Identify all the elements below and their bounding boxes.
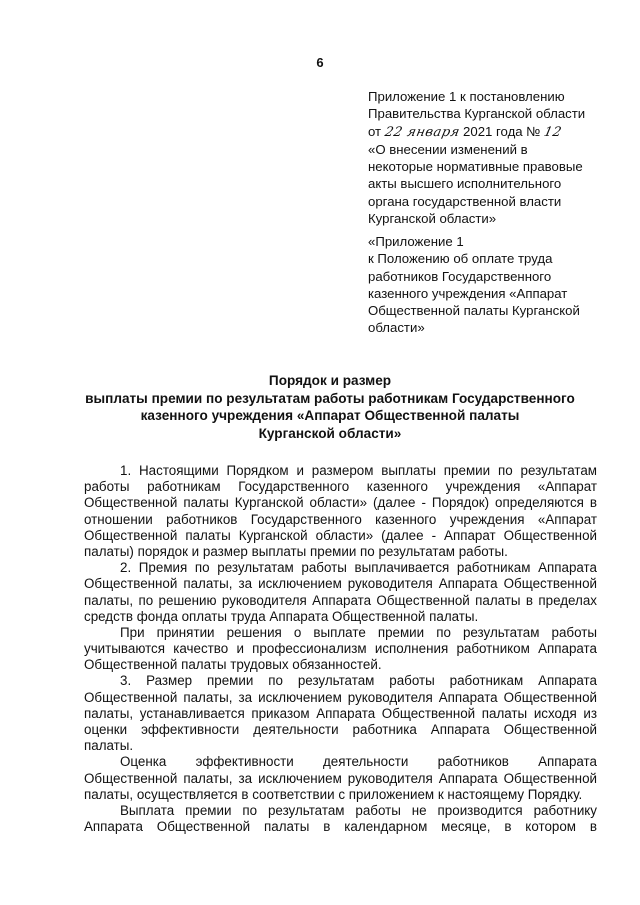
document-body [84, 463, 597, 835]
body-line: 1. Настоящими Порядком и размером выплаты премии по результатам [120, 463, 597, 478]
body-line: Общественной палаты трудовых обязанностей. [84, 657, 382, 673]
appendix-inner-line: области» [368, 320, 425, 336]
appendix-inner-line: Общественной палаты Курганской [368, 303, 580, 319]
appendix-header-line: органа государственной власти [368, 193, 562, 209]
date-year: 2021 года № [463, 123, 541, 139]
body-line: Общественной палаты, за исключением руководителя Аппарата Общественной [84, 689, 597, 705]
title-line: казенного учреждения «Аппарат Общественной палаты [140, 408, 520, 423]
body-line: Общественной палаты, за исключением руководителя Аппарата Общественной [84, 770, 597, 786]
appendix-header-line: акты высшего исполнительного [368, 176, 562, 192]
appendix-header-line: Приложение 1 к постановлению [368, 89, 565, 104]
body-line: палаты, осуществляется в соответствии с приложением к настоящему Порядку. [84, 786, 583, 802]
body-line: оценки эффективности деятельности работника Аппарата Общественной [84, 722, 597, 737]
appendix-header-line: Курганской области» [368, 211, 497, 227]
date-prefix: от [368, 123, 382, 139]
appendix-inner-line: к Положению об оплате труда [368, 251, 553, 267]
appendix-inner-line: казенного учреждения «Аппарат [368, 285, 568, 301]
body-line: палаты) порядок и размер выплаты премии по результатам работы. [84, 543, 508, 559]
body-line: 2. Премия по результатам работы выплачивается работникам Аппарата [120, 560, 597, 576]
body-line: отношении работников Государственного казенного учреждения «Аппарат [84, 511, 597, 527]
body-line: средств фонда оплаты труда Аппарата Общественной палаты. [84, 608, 479, 624]
appendix-header-date-line [368, 123, 618, 141]
title-line: выплаты премии по результатам работы работникам Государственного [85, 390, 575, 406]
title-line: Порядок и размер [268, 373, 392, 388]
body-line: 3. Размер премии по результатам работы работникам Аппарата [120, 673, 597, 689]
appendix-inner-line: «Приложение 1 [368, 234, 464, 249]
handwritten-number: 12 [542, 124, 564, 140]
appendix-header-line: «О внесении изменений в [368, 141, 528, 157]
body-line: Выплата премии по результатам работы не производится работнику [120, 802, 597, 818]
body-line: палаты, по решению руководителя Аппарата Общественной палаты в пределах [84, 592, 597, 608]
body-line: Общественной палаты Курганской области» (далее - Порядок) определяются в [84, 495, 597, 511]
body-line: Общественной палаты, за исключением руководителя Аппарата Общественной [84, 576, 597, 592]
body-line: При принятии решения о выплате премии по результатам работы [120, 624, 597, 640]
appendix-inner [368, 233, 618, 337]
body-line: работы работникам Государственного казенного учреждения «Аппарат [84, 479, 597, 495]
body-line: Общественной палаты Курганской области» (далее - Аппарат Общественной [84, 527, 597, 543]
body-line: учитываются качество и профессионализм исполнения работником Аппарата [84, 641, 597, 657]
page-number: 6 [316, 55, 324, 70]
body-line: палаты. [84, 738, 134, 754]
appendix-header [368, 88, 618, 227]
body-line: Оценка эффективности деятельности работников Аппарата [120, 754, 597, 770]
title-line: Курганской области» [258, 425, 402, 441]
appendix-header-line: некоторые нормативные правовые [368, 159, 583, 175]
appendix-inner-line: работников Государственного [368, 268, 552, 284]
body-line: Аппарата Общественной палаты в календарном месяце, в котором в [84, 819, 597, 835]
document-title [60, 372, 600, 442]
handwritten-date: 22 января [383, 124, 461, 140]
body-line: палаты, устанавливается приказом Аппарата Общественной палаты исходя из [84, 705, 597, 721]
appendix-header-line: Правительства Курганской области [368, 106, 586, 122]
